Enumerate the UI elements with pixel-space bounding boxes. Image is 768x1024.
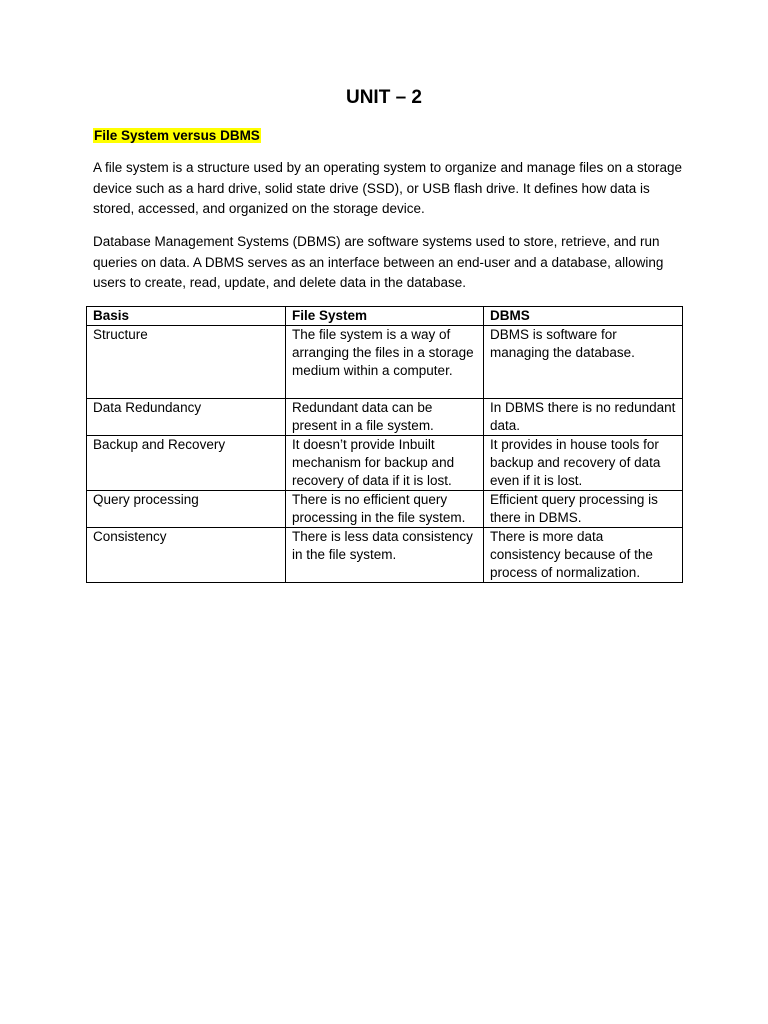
highlighted-heading-text: File System versus DBMS — [94, 128, 260, 143]
table-row — [87, 326, 683, 399]
cell-file-system: There is less data consistency in the file system. — [286, 528, 484, 583]
header-file-system: File System — [286, 307, 484, 326]
page-title: UNIT – 2 — [345, 87, 423, 108]
header-dbms: DBMS — [484, 307, 683, 326]
cell-file-system: The file system is a way of arranging the files in a storage medium within a computer. — [286, 326, 484, 399]
cell-basis: Query processing — [87, 491, 286, 528]
cell-basis: Data Redundancy — [87, 399, 286, 436]
table-row — [87, 491, 683, 528]
table-row — [87, 436, 683, 491]
cell-dbms: It provides in house tools for backup and recovery of data even if it is lost. — [484, 436, 683, 491]
cell-file-system: There is no efficient query processing in the file system. — [286, 491, 484, 528]
cell-dbms: Efficient query processing is there in DBMS. — [484, 491, 683, 528]
cell-basis: Consistency — [87, 528, 286, 583]
paragraph-dbms: Database Management Systems (DBMS) are software systems used to store, retrieve, and run queries on data. A DBMS serves as an interface between an end-user and a database, allowing users to create, read, update, and delete data in the database. — [93, 234, 664, 290]
cell-dbms: In DBMS there is no redundant data. — [484, 399, 683, 436]
cell-file-system: It doesn’t provide Inbuilt mechanism for backup and recovery of data if it is lost. — [286, 436, 484, 491]
cell-basis: Backup and Recovery — [87, 436, 286, 491]
comparison-table — [86, 306, 683, 583]
cell-basis: Structure — [87, 326, 286, 399]
section-heading — [93, 127, 261, 145]
header-basis: Basis — [87, 307, 286, 326]
table-row — [87, 399, 683, 436]
cell-dbms: DBMS is software for managing the database. — [484, 326, 683, 399]
paragraph-file-system: A file system is a structure used by an operating system to organize and manage files on a storage device such as a hard drive, solid state drive (SSD), or USB flash drive. It defines how data is stored, accessed, and organized on the storage device. — [93, 160, 683, 216]
table-row — [87, 528, 683, 583]
cell-dbms: There is more data consistency because of the process of normalization. — [484, 528, 683, 583]
table-header-row — [87, 307, 683, 326]
cell-file-system: Redundant data can be present in a file system. — [286, 399, 484, 436]
